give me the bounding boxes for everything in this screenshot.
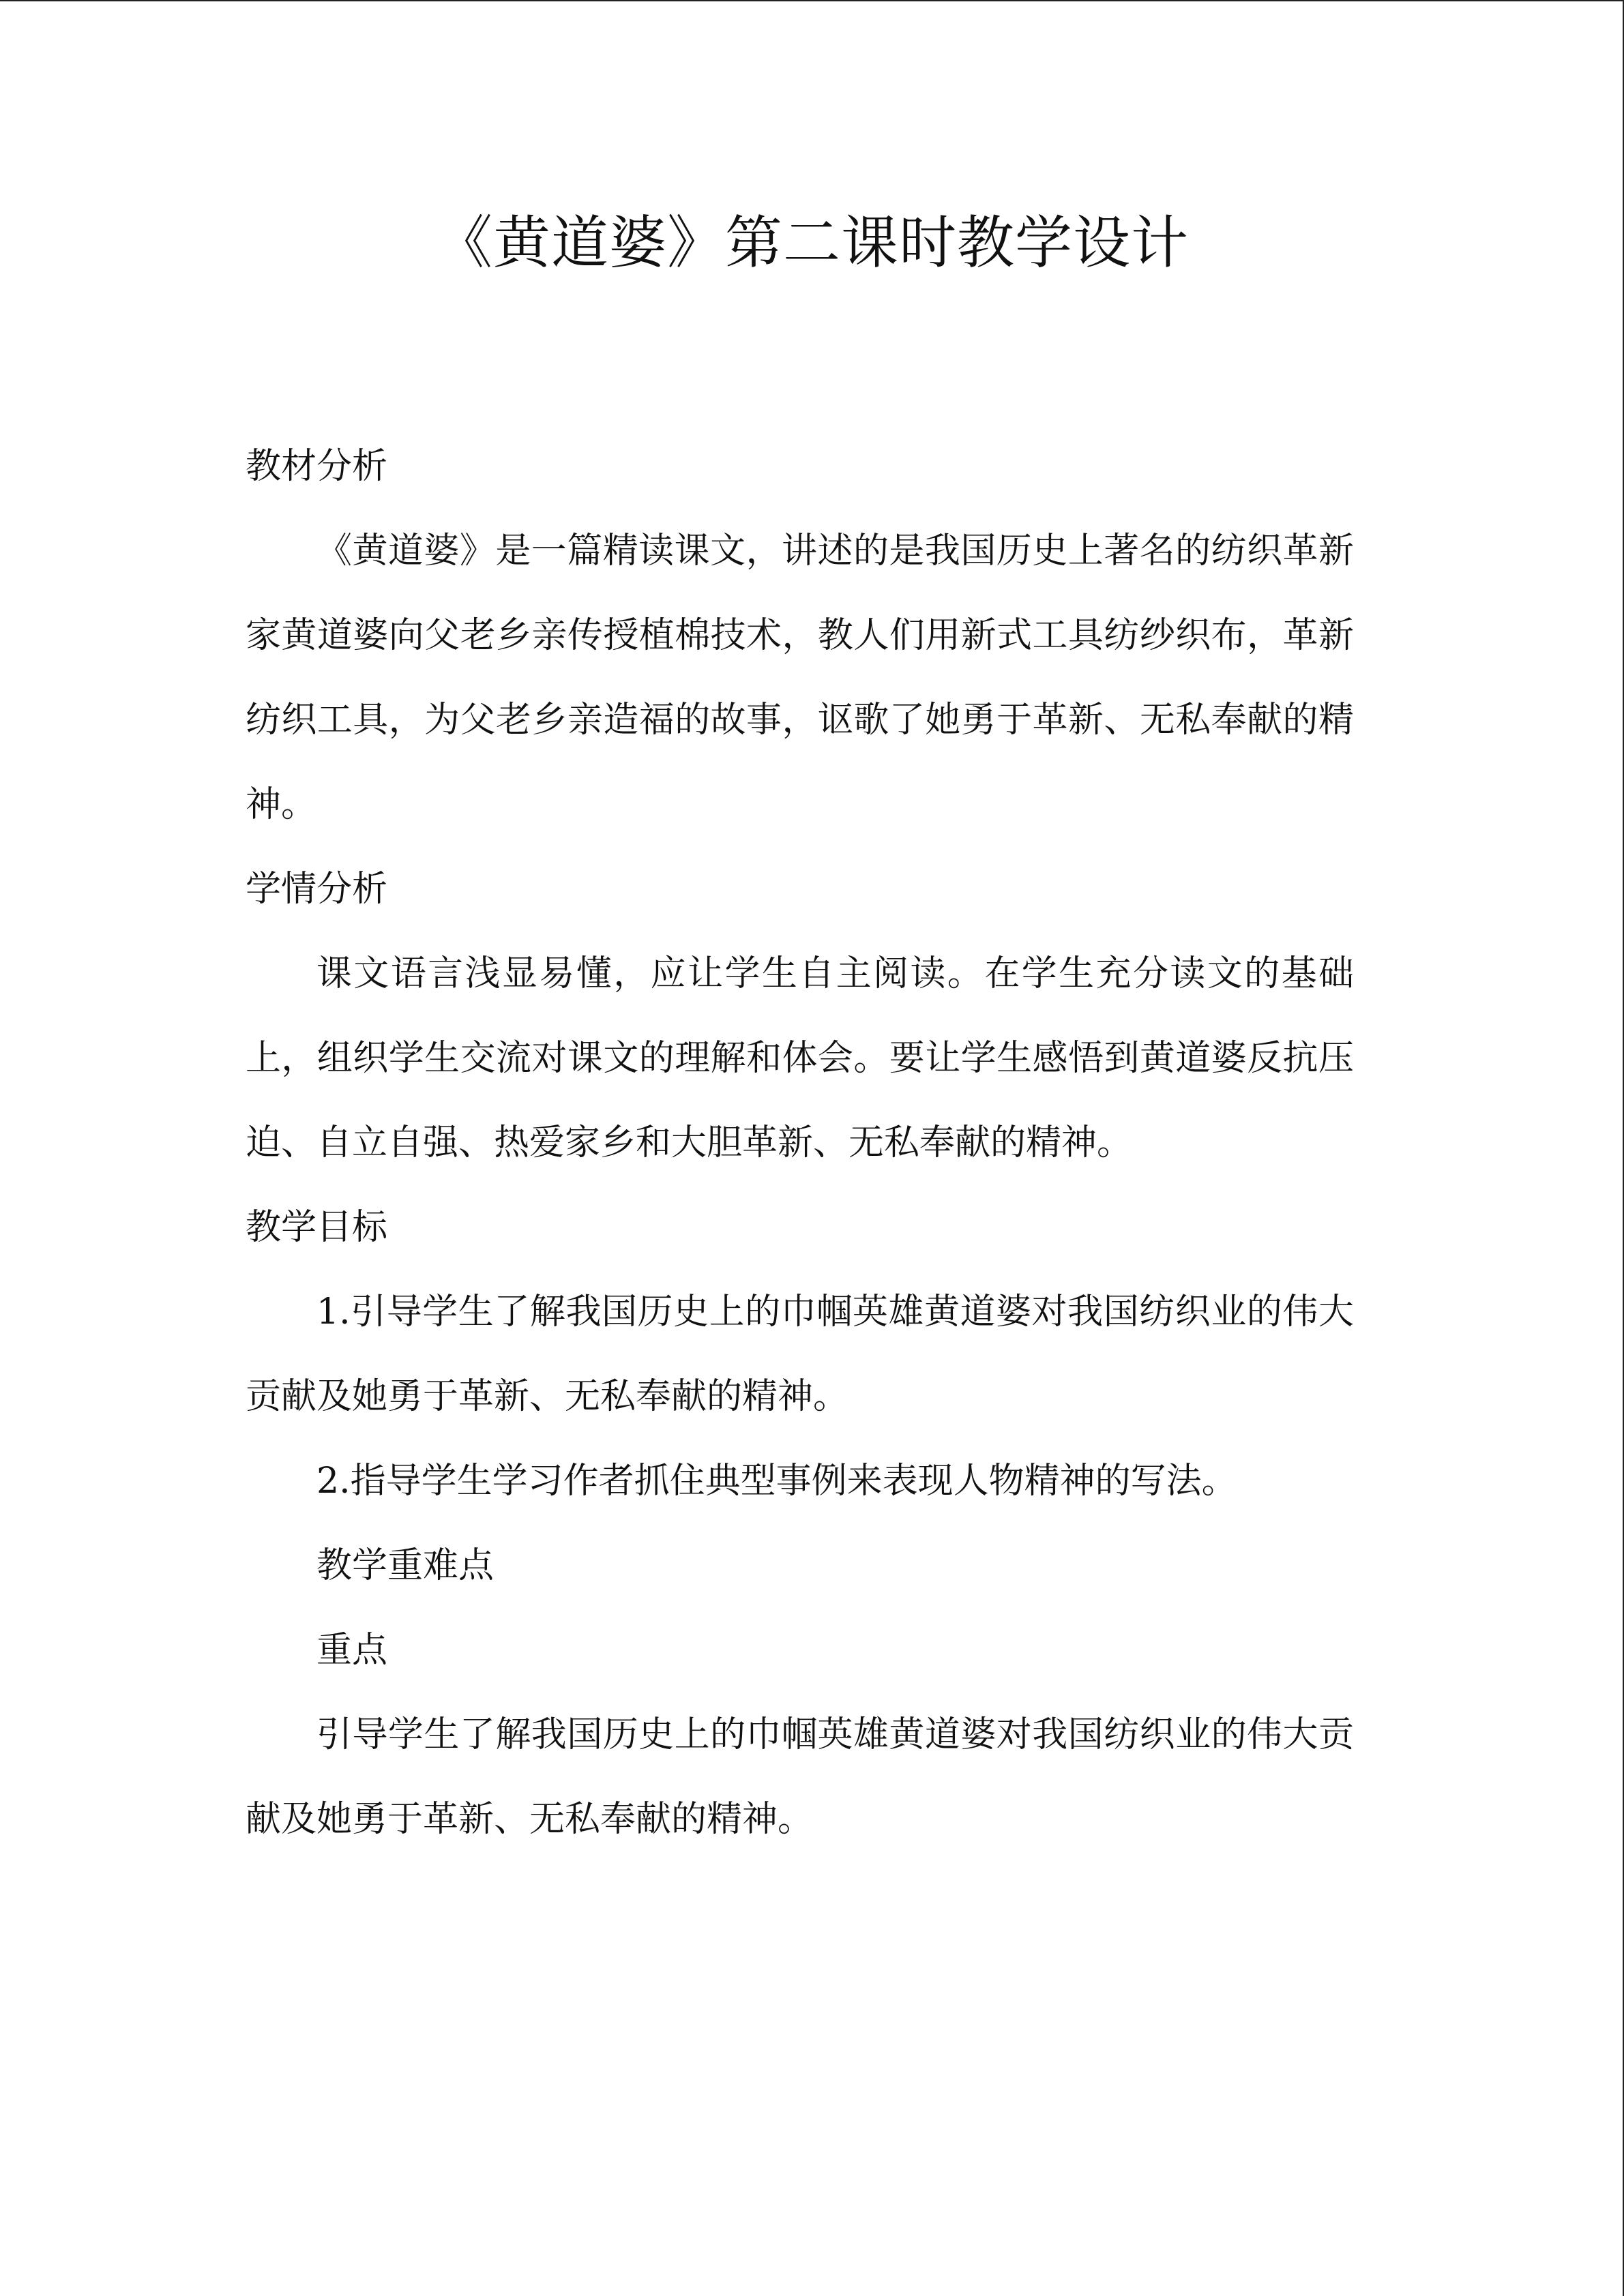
document-title: 《黄道婆》第二课时教学设计 [434,209,1189,276]
section-heading-key-point: 重点 [316,1630,388,1671]
key-point-paragraph: 引导学生了解我国历史上的巾帼英雄黄道婆对我国纺织业的伟大贡献及她勇于革新、无私奉献的精神。 [246,1714,1354,1840]
teaching-goal-1: 1.引导学生了解我国历史上的巾帼英雄黄道婆对我国纺织业的伟大贡献及她勇于革新、无私奉献的精神。 [246,1292,1354,1417]
section-heading-key-difficult-points: 教学重难点 [316,1545,494,1586]
section-heading-student-analysis: 学情分析 [246,869,388,910]
section-heading-material-analysis: 教材分析 [246,446,388,487]
document-body [246,424,1354,1862]
teaching-goal-2: 2.指导学生学习作者抓住典型事例来表现人物精神的写法。 [316,1461,1237,1502]
section-heading-teaching-goals: 教学目标 [246,1207,388,1248]
student-analysis-paragraph: 课文语言浅显易懂，应让学生自主阅读。在学生充分读文的基础上，组织学生交流对课文的理解和体会。要让学生感悟到黄道婆反抗压迫、自立自强、热爱家乡和大胆革新、无私奉献的精神。 [246,953,1354,1163]
material-analysis-paragraph: 《黄道婆》是一篇精读课文，讲述的是我国历史上著名的纺织革新家黄道婆向父老乡亲传授植棉技术，教人们用新式工具纺纱织布，革新纺织工具，为父老乡亲造福的故事，讴歌了她勇于革新、无私奉献的精神。 [246,531,1354,825]
